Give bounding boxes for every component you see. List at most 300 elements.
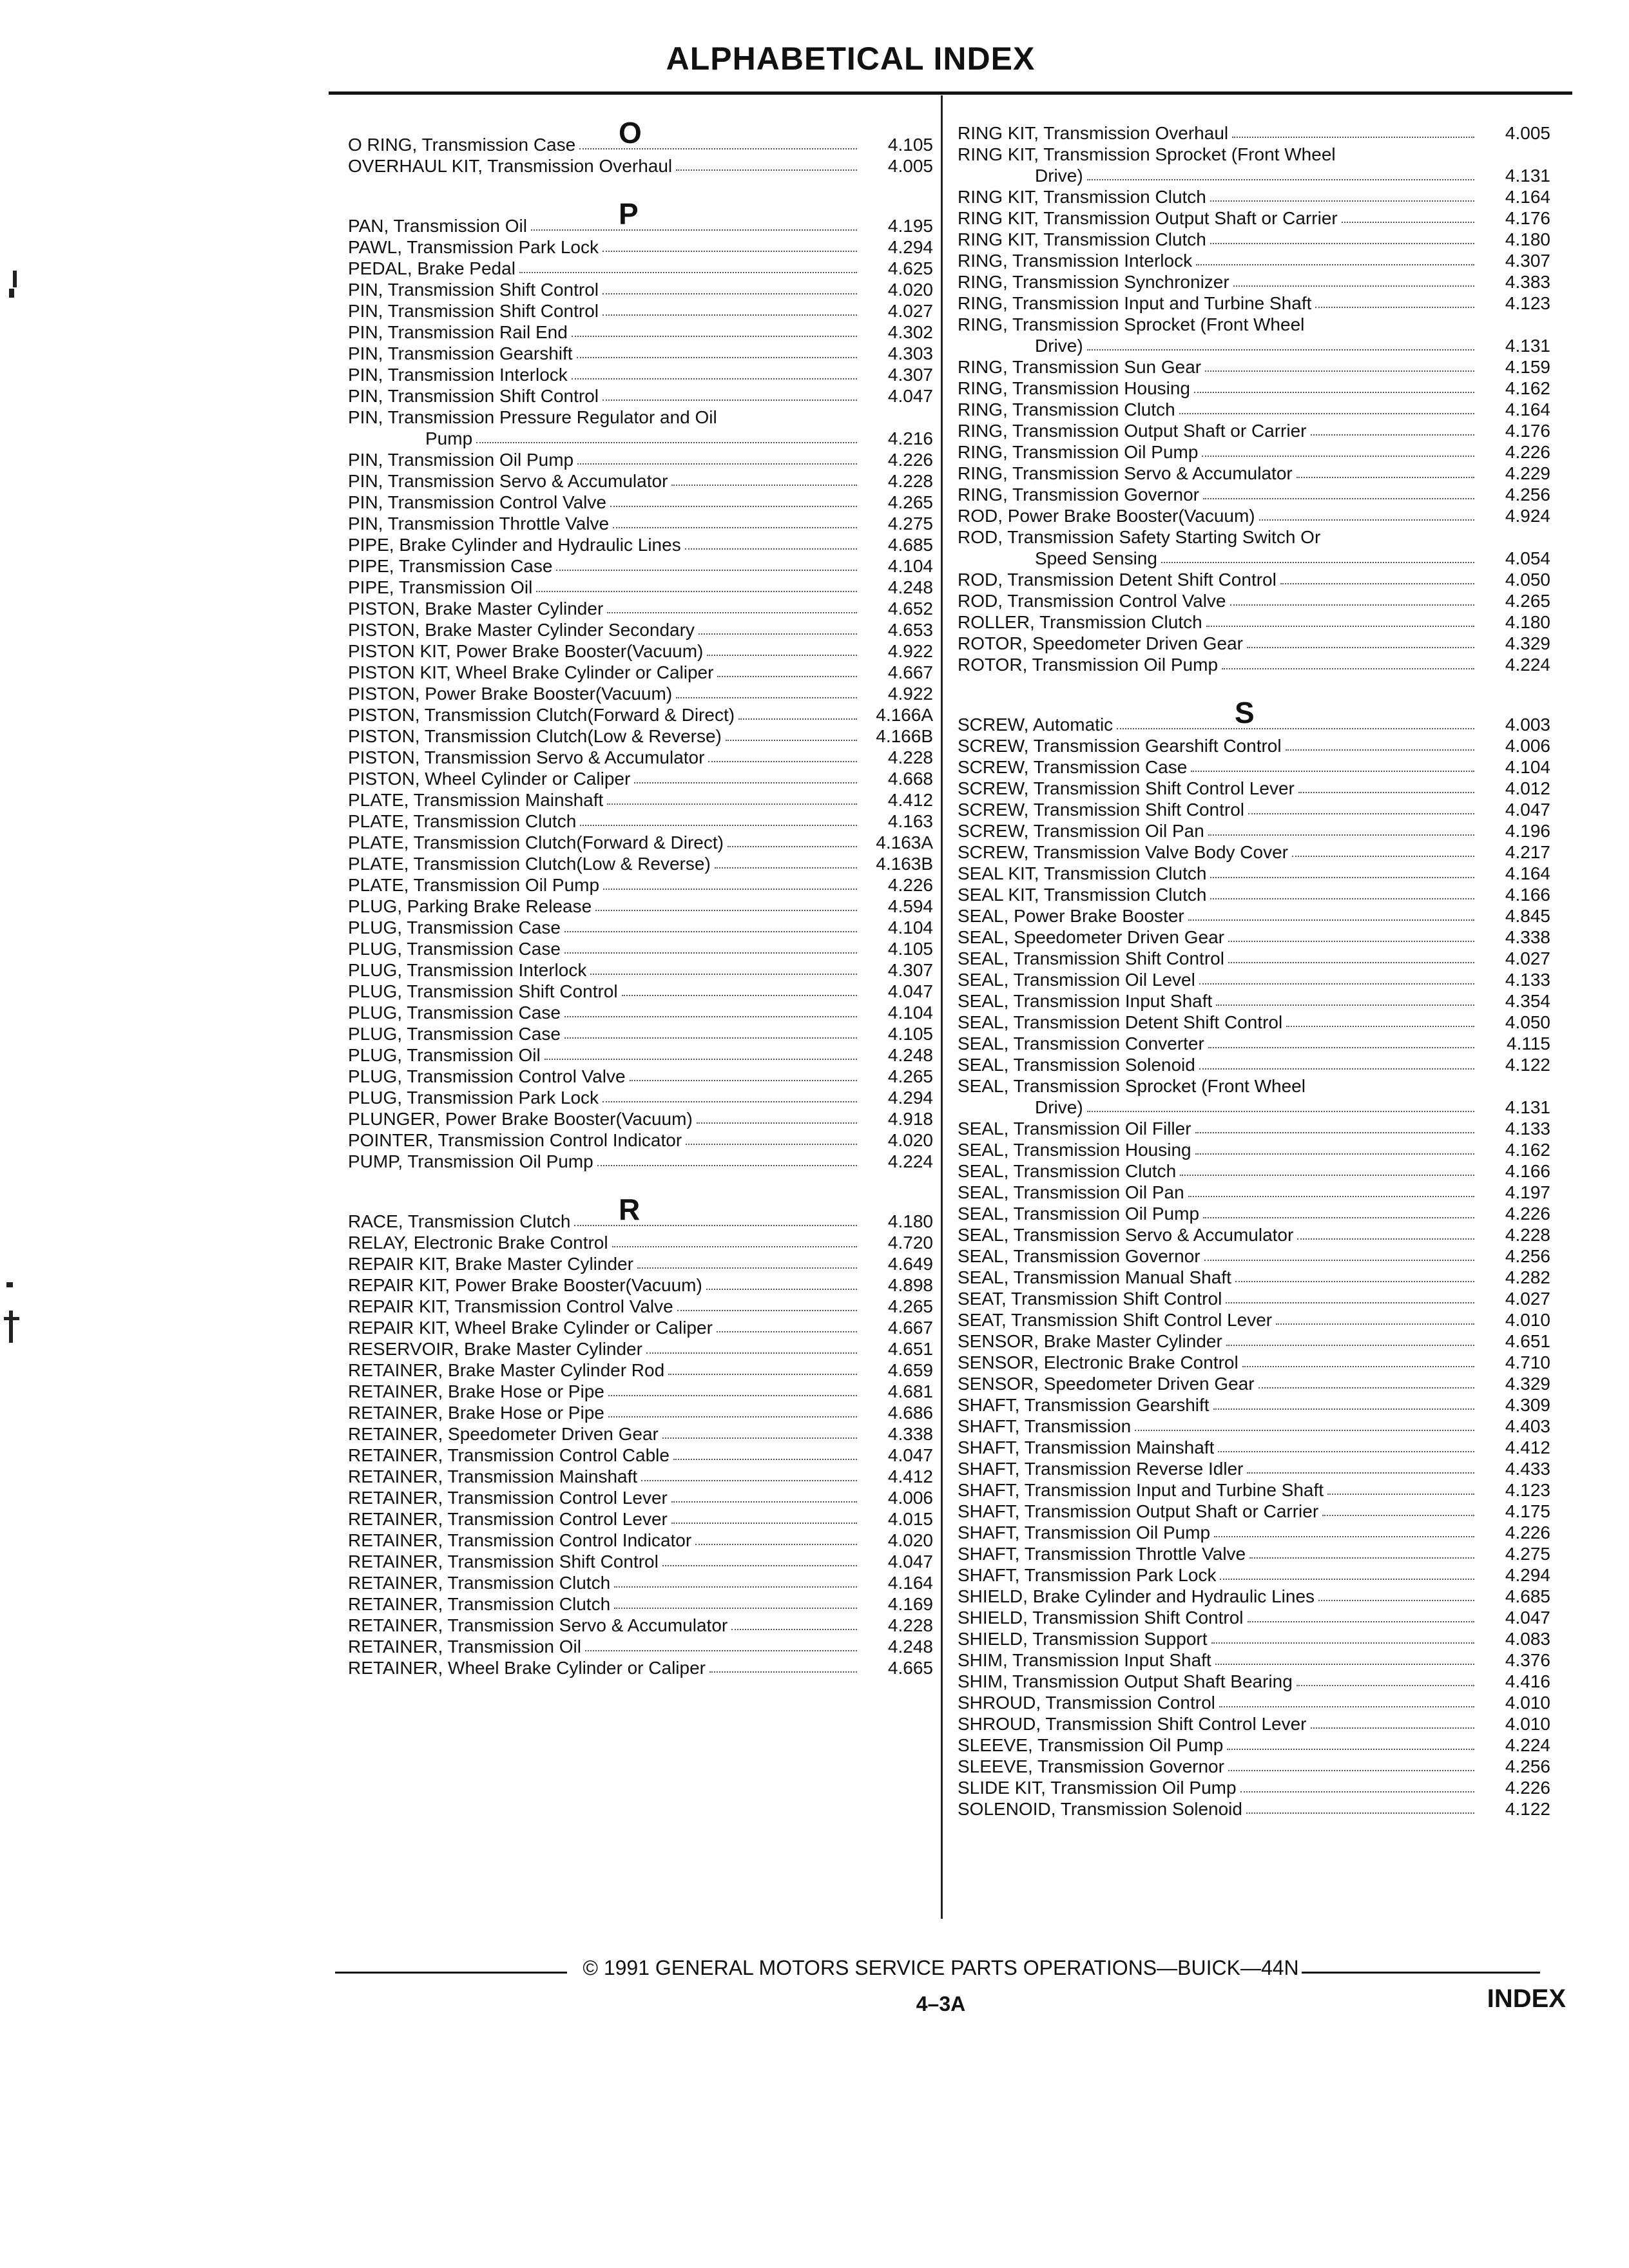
index-entry (958, 1309, 1550, 1331)
entry-page: 4.123 (1505, 1480, 1550, 1500)
entry-name: RING, Transmission Input and Turbine Shaft (958, 293, 1312, 313)
leader-dots (1315, 293, 1474, 308)
index-entry (348, 577, 933, 598)
entry-name: SENSOR, Electronic Brake Control (958, 1352, 1239, 1372)
leader-dots (1208, 820, 1474, 836)
index-entry (348, 917, 933, 938)
entry-page: 4.228 (887, 1615, 933, 1635)
index-entry (348, 555, 933, 577)
leader-dots (1211, 1628, 1475, 1644)
entry-page: 4.338 (1505, 927, 1550, 947)
index-entry (958, 1586, 1550, 1607)
entry-page: 4.922 (887, 641, 933, 661)
leader-dots (590, 959, 857, 975)
entry-name: SHAFT, Transmission (958, 1416, 1132, 1436)
leader-dots (1087, 1097, 1474, 1112)
leader-dots (1199, 1054, 1474, 1070)
index-entry (958, 1373, 1550, 1394)
index-entry (958, 144, 1550, 165)
entry-name: PLUG, Parking Brake Release (348, 896, 592, 916)
entry-name: RING, Transmission Clutch (958, 399, 1175, 419)
entry-page: 4.020 (887, 1130, 933, 1150)
leader-dots (685, 534, 857, 550)
index-entry (348, 492, 933, 513)
leader-dots (1218, 1437, 1474, 1452)
entry-page: 4.163 (887, 811, 933, 831)
entry-name: PLATE, Transmission Clutch(Low & Reverse) (348, 854, 711, 874)
leader-dots (707, 640, 857, 656)
leader-dots (1195, 1139, 1474, 1155)
index-entry (348, 1445, 933, 1466)
entry-name: PISTON, Brake Master Cylinder Secondary (348, 620, 695, 640)
entry-page: 4.050 (1505, 570, 1550, 590)
index-entry (348, 640, 933, 662)
entry-name: RETAINER, Brake Master Cylinder Rod (348, 1360, 665, 1380)
leader-dots (608, 1381, 857, 1396)
entry-page: 4.020 (887, 1530, 933, 1550)
index-entry (348, 874, 933, 896)
entry-name: SOLENOID, Transmission Solenoid (958, 1799, 1242, 1819)
entry-name: SEAL, Transmission Manual Shaft (958, 1267, 1231, 1287)
entry-name-continuation: Drive) (1035, 1097, 1083, 1117)
entry-page: 4.131 (1505, 336, 1550, 356)
leader-dots (1216, 990, 1474, 1006)
leader-dots (686, 1129, 857, 1145)
entry-name: SLEEVE, Transmission Oil Pump (958, 1735, 1224, 1755)
index-entry (958, 778, 1550, 799)
scan-mark (9, 1311, 13, 1343)
entry-name: SEAL, Transmission Governor (958, 1246, 1200, 1266)
entry-page: 4.196 (1505, 821, 1550, 841)
entry-page: 4.329 (1505, 1374, 1550, 1394)
entry-name: PLATE, Transmission Clutch (348, 811, 577, 831)
leader-dots (728, 832, 857, 847)
entry-page: 4.115 (1507, 1033, 1550, 1053)
leader-dots (1232, 122, 1474, 138)
leader-dots (1226, 1331, 1474, 1346)
index-entry (348, 1423, 933, 1445)
index-entry (958, 1331, 1550, 1352)
leader-dots (668, 1360, 857, 1375)
section-letter: S (1235, 696, 1255, 729)
entry-page: 4.685 (1505, 1586, 1550, 1606)
entry-name: SENSOR, Brake Master Cylinder (958, 1331, 1222, 1351)
index-entry (348, 470, 933, 492)
index-column-left (348, 95, 933, 1678)
index-entry (348, 1044, 933, 1066)
index-entry (348, 1087, 933, 1108)
leader-dots (695, 1530, 857, 1545)
index-entry (958, 1692, 1550, 1713)
entry-name: SEAL, Speedometer Driven Gear (958, 927, 1224, 947)
entry-name: SEAT, Transmission Shift Control Lever (958, 1310, 1273, 1330)
entry-name: SCREW, Transmission Valve Body Cover (958, 842, 1288, 862)
entry-name-continuation: Drive) (1035, 336, 1083, 356)
entry-page: 4.166A (876, 705, 933, 725)
index-entry (958, 1798, 1550, 1820)
entry-name: SEAL KIT, Transmission Clutch (958, 885, 1207, 905)
leader-dots (1233, 271, 1474, 287)
entry-name: PLATE, Transmission Oil Pump (348, 875, 600, 895)
leader-dots (676, 155, 857, 171)
leader-dots (1318, 1586, 1474, 1601)
index-entry (348, 343, 933, 364)
index-entry (958, 1203, 1550, 1224)
index-entry (348, 1381, 933, 1402)
entry-name: RING KIT, Transmission Clutch (958, 187, 1206, 207)
entry-page: 4.015 (887, 1509, 933, 1529)
entry-name: SHIELD, Brake Cylinder and Hydraulic Lines (958, 1586, 1315, 1606)
entry-name: RING, Transmission Oil Pump (958, 442, 1199, 462)
index-entry (958, 399, 1550, 420)
leader-dots (715, 853, 857, 869)
leader-dots (706, 1274, 857, 1290)
leader-dots (1248, 1607, 1475, 1622)
entry-page: 4.433 (1505, 1459, 1550, 1479)
leader-dots (614, 1572, 857, 1588)
entry-page: 4.050 (1505, 1012, 1550, 1032)
index-entry (348, 959, 933, 981)
index-entry (348, 1657, 933, 1678)
index-entry (958, 1012, 1550, 1033)
entry-name: SEAL, Transmission Clutch (958, 1161, 1177, 1181)
entry-page: 4.162 (1505, 1140, 1550, 1160)
index-entry (958, 1139, 1550, 1160)
entry-name-continuation: Drive) (1035, 166, 1083, 186)
entry-page: 4.265 (887, 1066, 933, 1086)
index-entry (958, 441, 1550, 463)
index-entry (958, 1182, 1550, 1203)
index-entry (348, 449, 933, 470)
leader-dots (1210, 229, 1474, 244)
index-entry (958, 633, 1550, 654)
index-entry (348, 1530, 933, 1551)
index-entry (348, 1317, 933, 1338)
footer-rule-left (335, 1972, 567, 1974)
index-entry (958, 1628, 1550, 1649)
entry-name: PIN, Transmission Throttle Valve (348, 514, 610, 533)
index-entry (348, 1129, 933, 1151)
entry-page: 4.226 (887, 450, 933, 470)
leader-dots (1210, 186, 1474, 202)
entry-name: PIN, Transmission Gearshift (348, 343, 573, 363)
entry-page: 4.652 (887, 599, 933, 619)
entry-page: 4.412 (887, 790, 933, 810)
entry-page: 4.294 (887, 237, 933, 257)
entry-page: 4.006 (1505, 736, 1550, 756)
entry-page: 4.166 (1505, 1161, 1550, 1181)
index-entry (348, 1066, 933, 1087)
index-entry (958, 714, 1550, 735)
entry-name: ROLLER, Transmission Clutch (958, 612, 1202, 632)
index-entry (958, 1245, 1550, 1267)
entry-page: 4.104 (887, 556, 933, 576)
index-entry (958, 1713, 1550, 1735)
entry-name: RETAINER, Wheel Brake Cylinder or Caliper (348, 1658, 706, 1678)
entry-page: 4.224 (1505, 655, 1550, 675)
entry-name: SEAL, Transmission Oil Level (958, 970, 1195, 990)
index-entry (958, 1649, 1550, 1671)
entry-name: REPAIR KIT, Brake Master Cylinder (348, 1254, 633, 1274)
entry-page: 4.027 (1505, 1289, 1550, 1309)
entry-name: RELAY, Electronic Brake Control (348, 1233, 608, 1253)
entry-name: RETAINER, Transmission Control Lever (348, 1488, 668, 1508)
entry-name: ROD, Transmission Control Valve (958, 591, 1226, 611)
leader-dots (608, 1402, 857, 1418)
entry-page: 4.403 (1505, 1416, 1550, 1436)
index-entry (958, 1352, 1550, 1373)
index-entry (958, 229, 1550, 250)
entry-page: 4.226 (1505, 442, 1550, 462)
entry-name: RETAINER, Transmission Servo & Accumulator (348, 1615, 728, 1635)
index-entry (958, 250, 1550, 271)
entry-page: 4.307 (887, 365, 933, 385)
entry-page: 4.195 (887, 216, 933, 236)
entry-name: SHAFT, Transmission Input and Turbine Shaft (958, 1480, 1324, 1500)
leader-dots (564, 1002, 857, 1017)
leader-dots (545, 1044, 857, 1060)
entry-page: 4.845 (1505, 906, 1550, 926)
entry-name: RING, Transmission Output Shaft or Carrier (958, 421, 1307, 441)
index-entry (958, 590, 1550, 611)
leader-dots (1296, 463, 1474, 478)
entry-name: RING, Transmission Servo & Accumulator (958, 463, 1293, 483)
leader-dots (536, 577, 857, 592)
entry-name: PIPE, Brake Cylinder and Hydraulic Lines (348, 535, 681, 555)
index-entry-continuation (958, 165, 1550, 186)
index-entry (348, 1253, 933, 1274)
entry-page: 4.651 (887, 1339, 933, 1359)
index-entry (348, 811, 933, 832)
entry-page: 4.412 (887, 1466, 933, 1486)
index-entry (348, 1551, 933, 1572)
index-entry (348, 1466, 933, 1487)
entry-name: PLUG, Transmission Case (348, 1003, 561, 1023)
index-entry (958, 1160, 1550, 1182)
index-column-right (958, 95, 1550, 1820)
entry-page: 4.010 (1505, 1693, 1550, 1713)
entry-page: 4.256 (1505, 1756, 1550, 1776)
leader-dots (476, 428, 857, 443)
index-entry (348, 407, 933, 428)
leader-dots (676, 683, 857, 698)
entry-name: RESERVOIR, Brake Master Cylinder (348, 1339, 642, 1359)
leader-dots (634, 768, 857, 783)
column-top-spacer (958, 95, 1550, 122)
leader-dots (637, 1253, 857, 1269)
entry-name: PISTON, Transmission Clutch(Forward & Direct) (348, 705, 735, 725)
entry-page: 4.256 (1505, 1246, 1550, 1266)
index-entry (348, 534, 933, 555)
entry-page: 4.376 (1505, 1650, 1550, 1670)
entry-name: SEAL, Transmission Shift Control (958, 948, 1224, 968)
entry-page: 4.265 (887, 492, 933, 512)
index-entry (348, 896, 933, 917)
scan-mark (6, 1282, 13, 1287)
entry-page: 4.176 (1505, 421, 1550, 441)
entry-page: 4.282 (1505, 1267, 1550, 1287)
leader-dots (630, 1066, 857, 1081)
index-entry (348, 1402, 933, 1423)
index-entry (348, 1151, 933, 1172)
leader-dots (1342, 207, 1474, 223)
leader-dots (1292, 841, 1474, 857)
leader-dots (603, 874, 857, 890)
scan-mark (13, 271, 17, 287)
entry-page: 4.307 (1505, 251, 1550, 271)
leader-dots (1210, 863, 1474, 878)
index-entry (348, 598, 933, 619)
leader-dots (1259, 505, 1474, 521)
leader-dots (1205, 356, 1474, 372)
entry-page: 4.226 (1505, 1204, 1550, 1224)
entry-page: 4.122 (1505, 1799, 1550, 1819)
entry-page: 4.681 (887, 1381, 933, 1401)
entry-name: SHIM, Transmission Input Shaft (958, 1650, 1211, 1670)
index-entry (958, 1416, 1550, 1437)
leader-dots (1322, 1501, 1474, 1516)
leader-dots (1117, 714, 1474, 729)
entry-name: SEAL, Transmission Input Shaft (958, 991, 1213, 1011)
index-entry (348, 215, 933, 236)
entry-page: 4.303 (887, 343, 933, 363)
index-entry (958, 905, 1550, 927)
entry-name: SHAFT, Transmission Reverse Idler (958, 1459, 1244, 1479)
leader-dots (1220, 1564, 1474, 1580)
index-entry (958, 505, 1550, 526)
entry-page: 4.228 (887, 471, 933, 491)
entry-name: SHAFT, Transmission Mainshaft (958, 1437, 1215, 1457)
entry-page: 4.131 (1505, 166, 1550, 186)
entry-page: 4.163A (876, 832, 933, 852)
index-entry (348, 704, 933, 726)
entry-name: SEAL, Transmission Solenoid (958, 1055, 1195, 1075)
entry-name: PLATE, Transmission Mainshaft (348, 790, 604, 810)
entry-page: 4.175 (1505, 1501, 1550, 1521)
leader-dots (1215, 1649, 1474, 1665)
index-entry (348, 279, 933, 300)
entry-name: RETAINER, Transmission Oil (348, 1637, 581, 1657)
index-entry (348, 513, 933, 534)
entry-page: 4.383 (1505, 272, 1550, 292)
entry-page: 4.302 (887, 322, 933, 342)
entry-name: PIN, Transmission Interlock (348, 365, 568, 385)
entry-page: 4.667 (887, 662, 933, 682)
entry-name: POINTER, Transmission Control Indicator (348, 1130, 682, 1150)
leader-dots (1087, 335, 1474, 351)
index-entry (958, 1564, 1550, 1586)
entry-name: SHROUD, Transmission Shift Control Lever (958, 1714, 1307, 1734)
leader-dots (612, 1232, 857, 1247)
entry-page: 4.720 (887, 1233, 933, 1253)
entry-page: 4.159 (1505, 357, 1550, 377)
entry-name: SHAFT, Transmission Park Lock (958, 1565, 1217, 1585)
entry-page: 4.625 (887, 258, 933, 278)
index-entry (958, 293, 1550, 314)
leader-dots (1188, 1182, 1474, 1197)
index-entry (958, 756, 1550, 778)
entry-name: PISTON, Wheel Cylinder or Caliper (348, 769, 631, 789)
entry-page: 4.164 (1505, 863, 1550, 883)
leader-dots (602, 279, 857, 294)
index-entry (348, 1274, 933, 1296)
entry-name: SEAL, Transmission Oil Filler (958, 1119, 1191, 1139)
entry-name: PIN, Transmission Shift Control (348, 280, 599, 300)
leader-dots (1327, 1479, 1474, 1495)
entry-name: RETAINER, Transmission Control Lever (348, 1509, 668, 1529)
entry-page: 4.226 (1505, 1523, 1550, 1542)
entry-name: RING, Transmission Housing (958, 378, 1191, 398)
leader-dots (1194, 378, 1474, 393)
entry-name: SCREW, Transmission Shift Control (958, 800, 1245, 820)
entry-name: PISTON, Power Brake Booster(Vacuum) (348, 684, 673, 704)
entry-page: 4.104 (1505, 757, 1550, 777)
index-entry (958, 1394, 1550, 1416)
entry-page: 4.123 (1505, 293, 1550, 313)
entry-page: 4.047 (887, 981, 933, 1001)
entry-page: 4.020 (887, 280, 933, 300)
leader-dots (556, 555, 857, 571)
footer-copyright: © 1991 GENERAL MOTORS SERVICE PARTS OPERATIONS—BUICK—44N (583, 1956, 1299, 1979)
leader-dots (577, 343, 857, 358)
index-entry (958, 1479, 1550, 1501)
index-entry (958, 863, 1550, 884)
entry-name: RING KIT, Transmission Output Shaft or Carrier (958, 208, 1338, 228)
leader-dots (564, 917, 857, 932)
entry-page: 4.228 (887, 747, 933, 767)
entry-page: 4.131 (1505, 1097, 1550, 1117)
leader-dots (1087, 165, 1474, 180)
entry-name: PIN, Transmission Shift Control (348, 301, 599, 321)
entry-name: PIN, Transmission Pressure Regulator and Oil (348, 407, 717, 427)
entry-name: SEAL, Transmission Oil Pump (958, 1204, 1200, 1224)
index-entry (958, 1543, 1550, 1564)
entry-name: SEAL, Transmission Detent Shift Control (958, 1012, 1283, 1032)
entry-page: 4.047 (887, 386, 933, 406)
entry-page: 4.164 (1505, 187, 1550, 207)
leader-dots (1210, 884, 1474, 899)
leader-dots (1228, 948, 1474, 963)
entry-page: 4.197 (1505, 1182, 1550, 1202)
leader-dots (602, 385, 857, 401)
leader-dots (1213, 1394, 1474, 1410)
entry-page: 4.659 (887, 1360, 933, 1380)
index-entry (348, 155, 933, 177)
section-letter: O (619, 116, 642, 149)
entry-page: 4.710 (1505, 1352, 1550, 1372)
leader-dots (1226, 1288, 1474, 1303)
entry-name: PISTON, Brake Master Cylinder (348, 599, 604, 619)
entry-name: RING KIT, Transmission Clutch (958, 229, 1206, 249)
entry-page: 4.180 (887, 1211, 933, 1231)
section-letter: P (619, 197, 639, 231)
entry-name: ROTOR, Transmission Oil Pump (958, 655, 1219, 675)
index-entry (958, 271, 1550, 293)
index-entry (348, 364, 933, 385)
entry-page: 4.012 (1505, 778, 1550, 798)
index-entry (348, 1615, 933, 1636)
entry-name: PISTON KIT, Power Brake Booster(Vacuum) (348, 641, 704, 661)
entry-name: RETAINER, Transmission Control Cable (348, 1445, 670, 1465)
leader-dots (585, 1636, 857, 1651)
entry-name: SCREW, Transmission Shift Control Lever (958, 778, 1295, 798)
leader-dots (1286, 735, 1474, 751)
entry-page: 4.010 (1505, 1310, 1550, 1330)
leader-dots (613, 513, 857, 528)
index-entry (958, 990, 1550, 1012)
index-entry (958, 526, 1550, 548)
index-entry (958, 799, 1550, 820)
